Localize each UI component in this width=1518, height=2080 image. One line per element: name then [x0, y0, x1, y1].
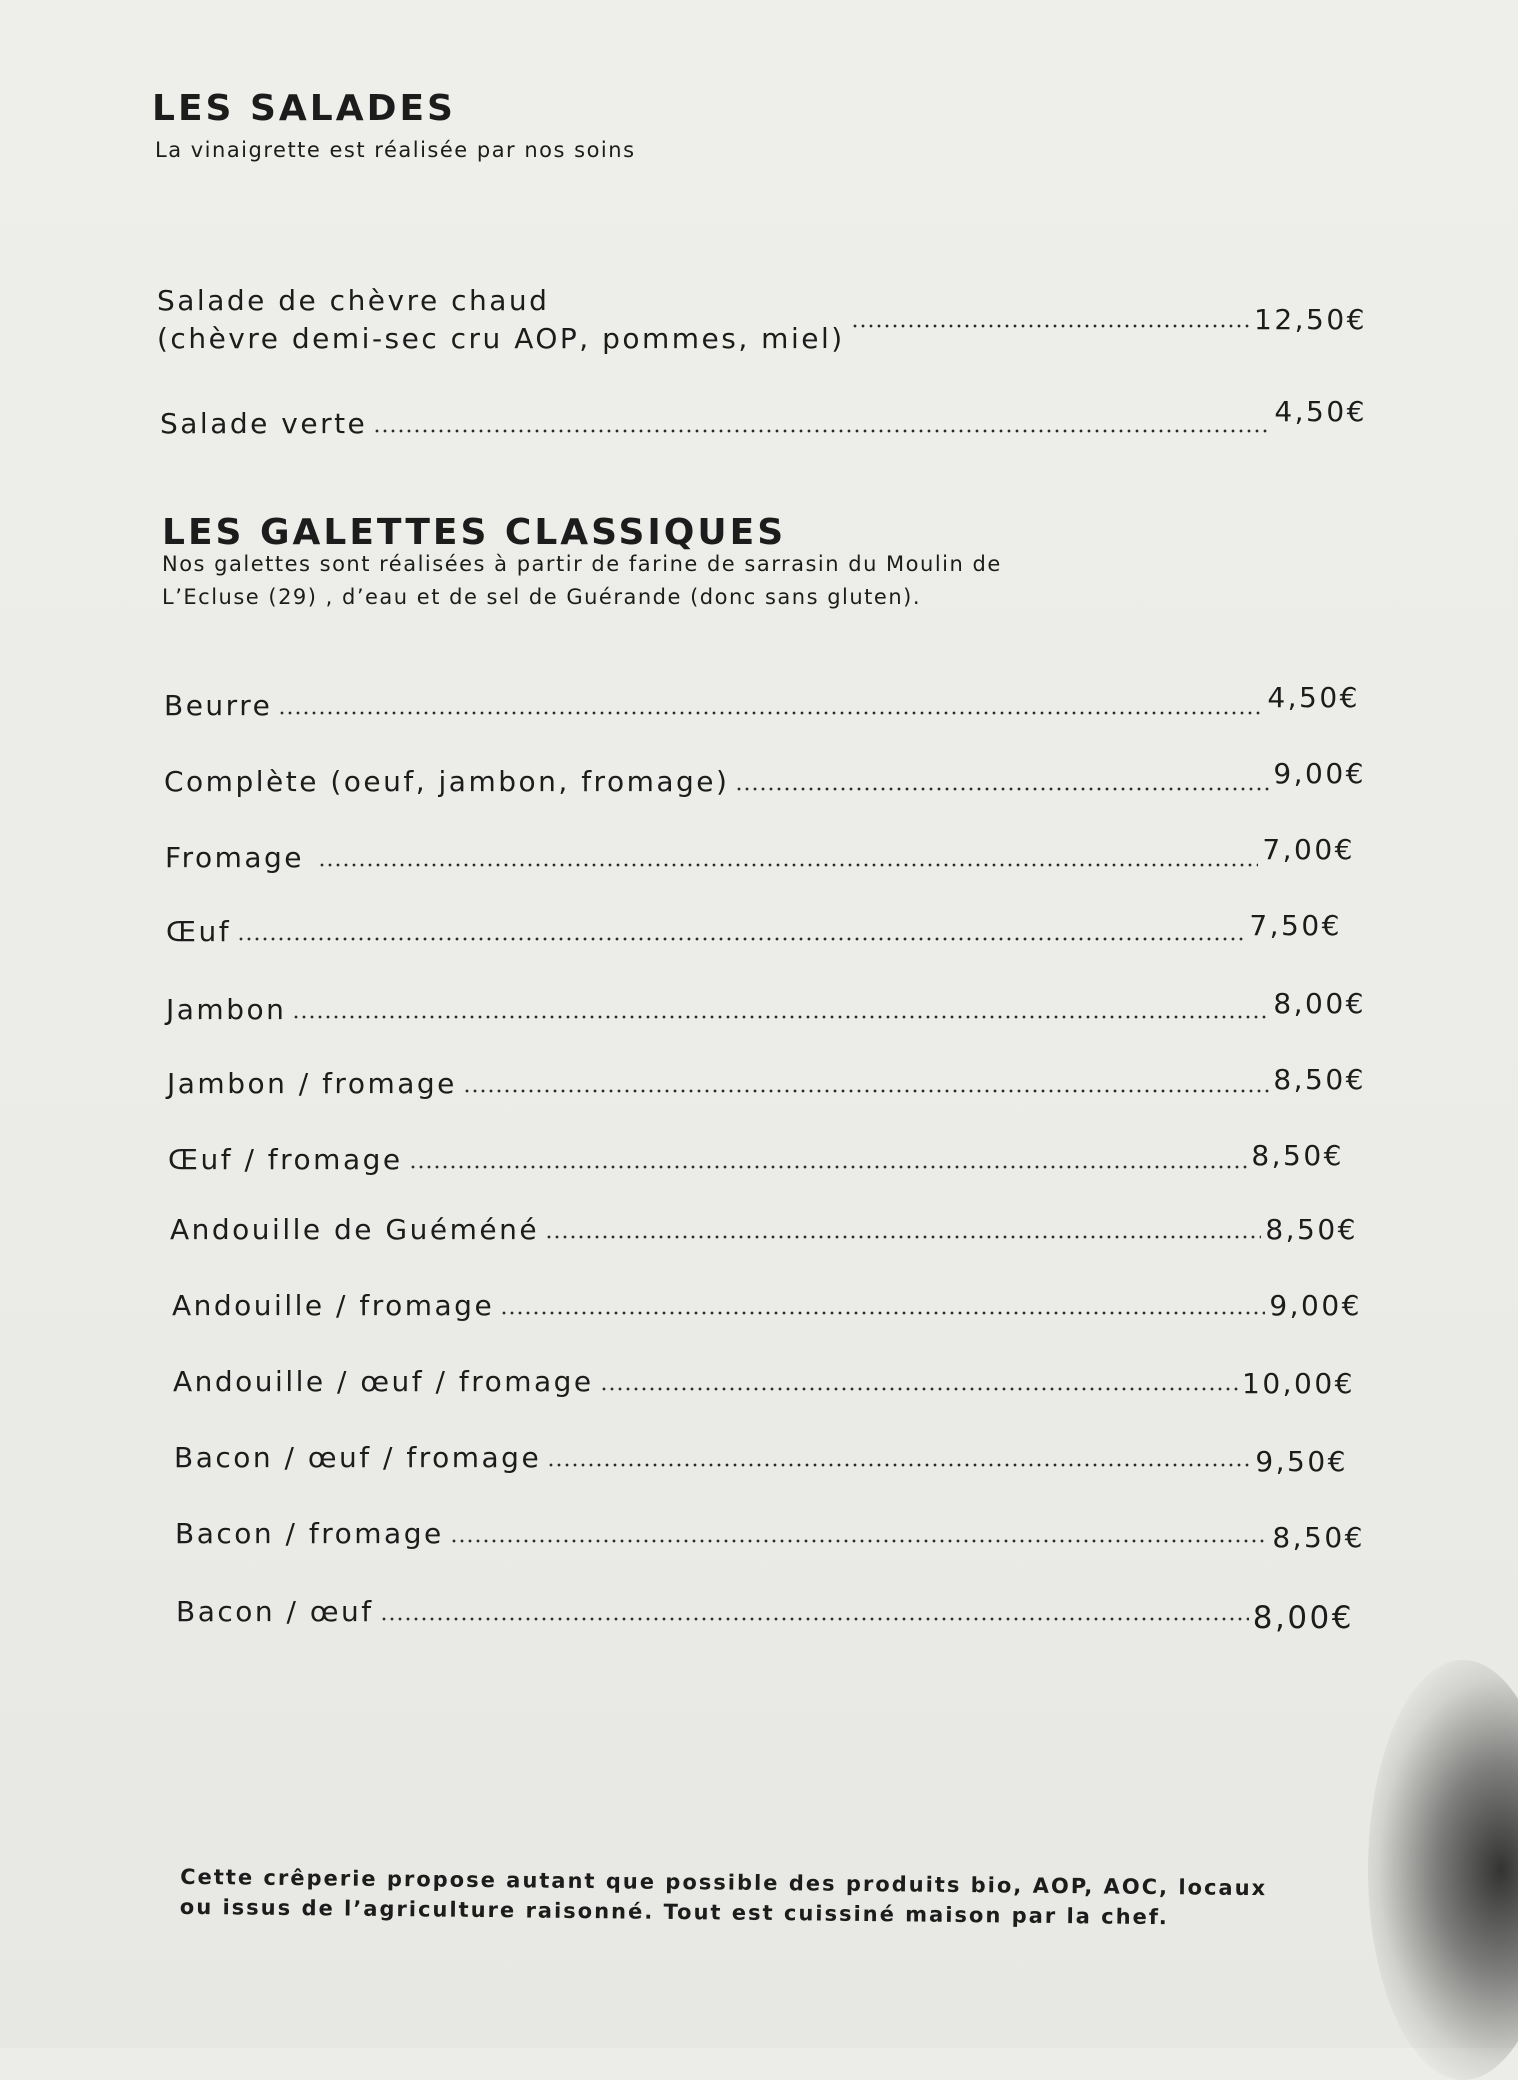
menu-item	[164, 756, 1366, 800]
menu-item	[167, 1062, 1366, 1102]
item-price: 7,00€	[1262, 833, 1355, 866]
menu-item	[165, 832, 1355, 876]
item-price: 4,50€	[1267, 681, 1360, 714]
menu-item	[164, 680, 1360, 724]
item-name: Œuf / fromage	[168, 1143, 403, 1176]
menu-item	[175, 1516, 1365, 1552]
item-price: 8,50€	[1272, 1521, 1365, 1554]
dot-leader	[409, 1165, 1248, 1169]
item-price: 7,50€	[1249, 909, 1342, 942]
item-price: 9,00€	[1269, 1289, 1362, 1322]
dot-leader	[318, 863, 1258, 867]
item-name: Andouille / fromage	[172, 1289, 495, 1322]
menu-item	[170, 1212, 1358, 1248]
item-name: Bacon / œuf / fromage	[174, 1441, 542, 1474]
item-price: 8,50€	[1265, 1213, 1358, 1246]
item-price: 8,50€	[1273, 1063, 1366, 1096]
dot-leader	[463, 1089, 1269, 1093]
item-name: Complète (oeuf, jambon, fromage)	[164, 765, 730, 798]
item-name: Jambon	[166, 993, 287, 1026]
item-name: Jambon / fromage	[167, 1067, 457, 1100]
dot-leader	[547, 1463, 1251, 1467]
item-price: 4,50€	[1274, 395, 1367, 428]
menu-item	[160, 394, 1367, 442]
menu-item	[172, 1288, 1362, 1324]
item-name: Salade verte	[160, 407, 368, 440]
item-name: Œuf	[166, 915, 232, 948]
item-name: Fromage	[165, 841, 305, 874]
menu-item	[176, 1594, 1354, 1636]
dot-leader	[545, 1235, 1261, 1239]
item-price: 10,00€	[1242, 1367, 1355, 1400]
salades-title: LES SALADES	[152, 88, 456, 129]
dot-leader	[237, 937, 1245, 941]
dot-leader	[373, 429, 1270, 433]
item-price: 8,00€	[1273, 987, 1366, 1020]
item-price: 8,00€	[1252, 1600, 1354, 1636]
item-name: Andouille / œuf / fromage	[173, 1365, 594, 1398]
menu-item	[174, 1440, 1348, 1476]
item-price: 9,50€	[1255, 1445, 1348, 1478]
galettes-title: LES GALETTES CLASSIQUES	[162, 512, 787, 553]
menu-item	[166, 908, 1342, 950]
footer-note: Cette crêperie propose autant que possible des produits bio, AOP, AOC, locaux ou issus de l’agriculture raisonné. Tout est cuissiné maison par la chef.	[179, 1864, 1268, 1930]
menu-item	[173, 1364, 1355, 1400]
dot-leader	[380, 1617, 1249, 1621]
menu-item	[168, 1138, 1344, 1178]
item-name: Beurre	[164, 689, 273, 722]
item-name: Bacon / œuf	[176, 1595, 374, 1628]
dot-leader	[278, 711, 1263, 715]
item-name: Salade de chèvre chaud (chèvre demi-sec cru AOP, pommes, miel)	[157, 284, 845, 355]
salades-subtitle: La vinaigrette est réalisée par nos soins	[155, 138, 636, 162]
item-price: 9,00€	[1273, 757, 1366, 790]
shadow-overlay	[1368, 1660, 1518, 2080]
dot-leader	[600, 1387, 1238, 1391]
item-name: Bacon / fromage	[175, 1517, 444, 1550]
item-name: Andouille de Guéméné	[170, 1213, 540, 1246]
dot-leader	[735, 787, 1269, 791]
item-price: 8,50€	[1251, 1139, 1344, 1172]
dot-leader	[500, 1311, 1265, 1315]
dot-leader	[292, 1015, 1269, 1019]
galettes-subtitle: Nos galettes sont réalisées à partir de farine de sarrasin du Moulin de L’Ecluse (29) , d’eau et de sel de Guérande (donc sans gluten).	[162, 552, 1002, 609]
dot-leader	[851, 324, 1250, 328]
menu-item	[166, 986, 1366, 1028]
dot-leader	[450, 1539, 1269, 1543]
item-price: 12,50€	[1254, 303, 1367, 336]
menu-item	[157, 282, 1367, 358]
